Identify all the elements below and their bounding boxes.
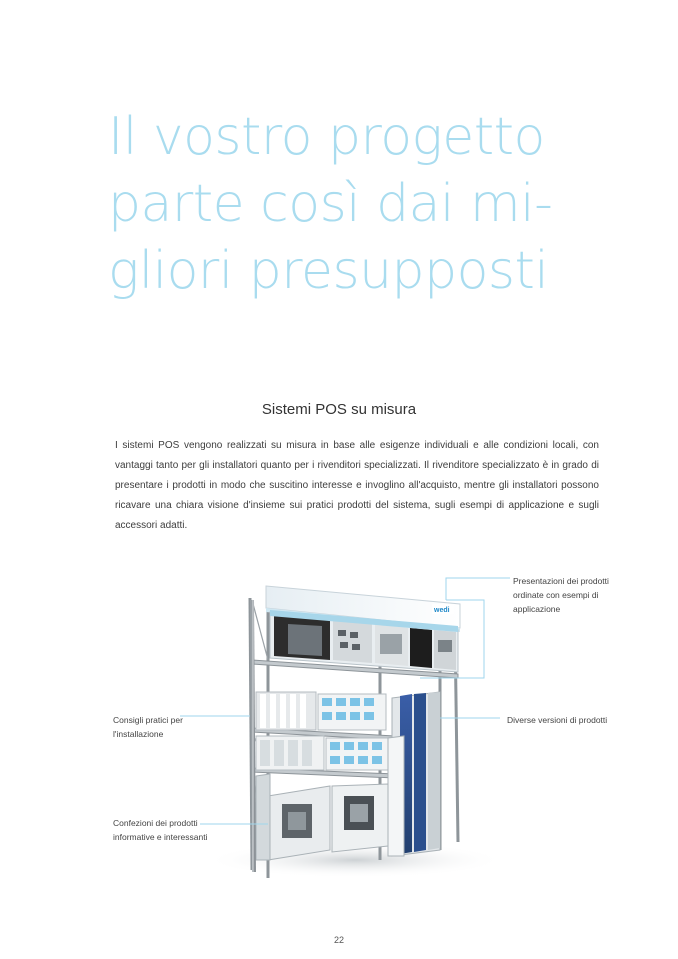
callout-product-packaging xyxy=(113,816,208,844)
headline xyxy=(108,104,588,305)
page-number: 22 xyxy=(333,935,344,945)
callout-installation-tips xyxy=(113,713,183,741)
section-title: Sistemi POS su misura xyxy=(261,401,417,418)
callout-text-line: Diverse versioni di prodotti xyxy=(507,715,608,725)
callout-text-line: informative e interessanti xyxy=(113,832,208,842)
product-boxes-row-1 xyxy=(256,692,386,730)
product-packaging-displays xyxy=(256,774,388,860)
callout-text-line: Presentazioni dei prodotti xyxy=(513,576,609,586)
callout-product-presentations xyxy=(513,574,609,616)
callout-text-line: Confezioni dei prodotti xyxy=(113,818,198,828)
body-paragraph: I sistemi POS vengono realizzati su misura in base alle esigenze individuali e alle condizioni locali, con vantaggi tanto per gli installatori quanto per i rivenditori specializzati. Il rivenditore specializzato è in grado di presentare i prodotti in modo che suscitino interesse e invoglino all'acquisto, mentre gli installatori possono ricavare una chiara visione d'insieme sui pratici prodotti del sistema, sugli esempi di applicazione e sugli accessori adatti. xyxy=(115,440,599,531)
callout-text-line: ordinate con esempi di xyxy=(513,590,599,600)
callout-text-line: Consigli pratici per xyxy=(113,715,183,725)
callout-text-line: l'installazione xyxy=(113,729,164,739)
wedi-logo xyxy=(432,604,454,614)
headline-line-3: gliori presupposti xyxy=(108,241,549,301)
callout-text-line: applicazione xyxy=(513,604,561,614)
headline-line-2: parte così dai mi- xyxy=(108,174,553,234)
callout-product-versions xyxy=(507,713,607,727)
product-boxes-row-2 xyxy=(256,736,388,770)
svg-text:wedi: wedi xyxy=(434,607,450,614)
headline-line-1: Il vostro progetto xyxy=(108,107,545,167)
